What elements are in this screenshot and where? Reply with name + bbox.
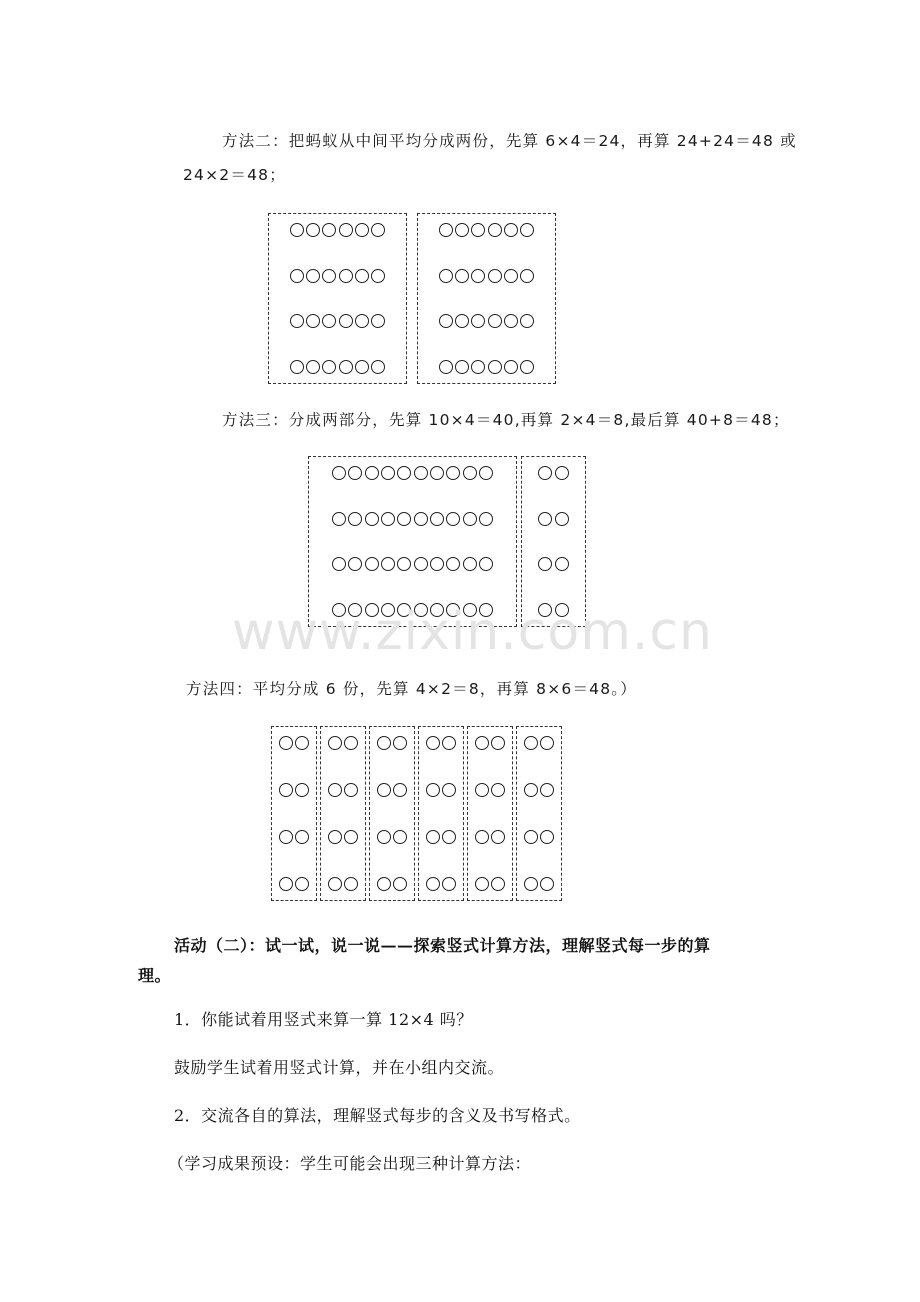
circle-icon xyxy=(524,830,538,844)
circle-icon xyxy=(377,783,391,797)
circle-icon xyxy=(279,783,293,797)
circle-icon xyxy=(397,512,411,526)
circle-icon xyxy=(344,877,358,891)
circle-row xyxy=(370,828,414,846)
circle-icon xyxy=(488,269,502,283)
group-box xyxy=(418,726,464,901)
circle-icon xyxy=(377,736,391,750)
watermark: www.zixin.com.cn xyxy=(232,602,713,662)
circle-icon xyxy=(504,223,518,237)
circle-icon xyxy=(339,314,353,328)
circle-icon xyxy=(295,736,309,750)
circle-icon xyxy=(491,877,505,891)
circle-row xyxy=(419,828,463,846)
circle-icon xyxy=(414,466,428,480)
circle-icon xyxy=(377,877,391,891)
method3-text: 方法三：分成两部分，先算 10×4＝40,再算 2×4＝8,最后算 40+8＝48； xyxy=(222,411,790,429)
circle-icon xyxy=(381,557,395,571)
circle-row xyxy=(269,358,406,376)
circle-icon xyxy=(540,877,554,891)
circle-icon xyxy=(279,736,293,750)
circle-icon xyxy=(446,466,460,480)
circle-icon xyxy=(488,360,502,374)
circle-icon xyxy=(397,557,411,571)
circle-icon xyxy=(365,512,379,526)
circle-icon xyxy=(488,223,502,237)
circle-row xyxy=(468,828,512,846)
circle-icon xyxy=(430,466,444,480)
circle-icon xyxy=(322,269,336,283)
paragraph-2: （学习成果预设：学生可能会出现三种计算方法： xyxy=(168,1154,532,1173)
circle-row xyxy=(419,734,463,752)
circle-icon xyxy=(344,736,358,750)
circle-icon xyxy=(488,314,502,328)
circle-icon xyxy=(491,830,505,844)
activity-title-line2: 理。 xyxy=(138,966,172,985)
circle-icon xyxy=(520,360,534,374)
circle-icon xyxy=(344,783,358,797)
circle-icon xyxy=(455,360,469,374)
circle-icon xyxy=(344,830,358,844)
circle-row xyxy=(269,312,406,330)
circle-icon xyxy=(306,314,320,328)
circle-icon xyxy=(555,557,569,571)
method2-line2: 24×2＝48； xyxy=(183,166,286,184)
circle-icon xyxy=(393,877,407,891)
circle-icon xyxy=(475,783,489,797)
circle-icon xyxy=(555,512,569,526)
circle-icon xyxy=(439,314,453,328)
circle-icon xyxy=(455,314,469,328)
circle-row xyxy=(370,781,414,799)
circle-row xyxy=(418,312,555,330)
circle-icon xyxy=(348,466,362,480)
circle-icon xyxy=(328,736,342,750)
circle-icon xyxy=(471,314,485,328)
circle-icon xyxy=(414,512,428,526)
group-box xyxy=(320,726,366,901)
circle-icon xyxy=(290,314,304,328)
circle-icon xyxy=(491,783,505,797)
circle-row xyxy=(309,510,516,528)
circle-row xyxy=(418,358,555,376)
circle-icon xyxy=(328,877,342,891)
circle-icon xyxy=(397,466,411,480)
circle-icon xyxy=(540,830,554,844)
circle-icon xyxy=(538,557,552,571)
circle-icon xyxy=(475,736,489,750)
circle-icon xyxy=(348,512,362,526)
circle-icon xyxy=(455,269,469,283)
circle-icon xyxy=(290,360,304,374)
circle-icon xyxy=(426,783,440,797)
circle-icon xyxy=(446,557,460,571)
circle-icon xyxy=(540,736,554,750)
circle-icon xyxy=(442,783,456,797)
circle-icon xyxy=(306,269,320,283)
circle-icon xyxy=(322,314,336,328)
circle-icon xyxy=(322,360,336,374)
circle-icon xyxy=(471,360,485,374)
paragraph-1: 鼓励学生试着用竖式计算，并在小组内交流。 xyxy=(174,1058,505,1077)
circle-icon xyxy=(279,877,293,891)
circle-icon xyxy=(455,223,469,237)
circle-icon xyxy=(479,512,493,526)
circle-row xyxy=(419,781,463,799)
activity-title-line1: 活动（二）：试一试，说一说——探索竖式计算方法，理解竖式每一步的算 xyxy=(174,936,711,955)
circle-icon xyxy=(371,223,385,237)
group-box xyxy=(516,726,562,901)
circle-row xyxy=(468,734,512,752)
circle-icon xyxy=(328,830,342,844)
circle-icon xyxy=(475,830,489,844)
circle-row xyxy=(272,828,316,846)
circle-icon xyxy=(371,314,385,328)
circle-icon xyxy=(355,269,369,283)
circle-icon xyxy=(290,269,304,283)
circle-icon xyxy=(471,269,485,283)
group-box xyxy=(271,726,317,901)
circle-icon xyxy=(355,314,369,328)
circle-row xyxy=(419,875,463,893)
circle-icon xyxy=(393,736,407,750)
circle-icon xyxy=(365,466,379,480)
circle-icon xyxy=(426,830,440,844)
circle-icon xyxy=(371,360,385,374)
circle-icon xyxy=(355,223,369,237)
question-2: 2．交流各自的算法，理解竖式每步的含义及书写格式。 xyxy=(174,1106,581,1125)
circle-row xyxy=(517,828,561,846)
group-box xyxy=(268,213,407,384)
circle-icon xyxy=(295,877,309,891)
circle-icon xyxy=(371,269,385,283)
circle-icon xyxy=(381,512,395,526)
circle-row xyxy=(468,875,512,893)
circle-icon xyxy=(439,360,453,374)
group-box xyxy=(467,726,513,901)
circle-icon xyxy=(446,512,460,526)
circle-row xyxy=(517,875,561,893)
circle-row xyxy=(468,781,512,799)
circle-icon xyxy=(365,557,379,571)
circle-row xyxy=(309,464,516,482)
circle-icon xyxy=(439,223,453,237)
circle-row xyxy=(522,510,585,528)
circle-row xyxy=(517,781,561,799)
circle-icon xyxy=(426,877,440,891)
circle-row xyxy=(370,734,414,752)
circle-icon xyxy=(538,466,552,480)
circle-icon xyxy=(463,466,477,480)
circle-icon xyxy=(471,223,485,237)
circle-icon xyxy=(520,314,534,328)
circle-icon xyxy=(426,736,440,750)
circle-row xyxy=(321,875,365,893)
circle-row xyxy=(272,781,316,799)
circle-row xyxy=(418,267,555,285)
question-1: 1．你能试着用竖式来算一算 12×4 吗？ xyxy=(174,1010,473,1029)
circle-icon xyxy=(430,512,444,526)
circle-icon xyxy=(520,223,534,237)
circle-icon xyxy=(463,512,477,526)
circle-icon xyxy=(295,783,309,797)
circle-icon xyxy=(393,830,407,844)
circle-icon xyxy=(332,466,346,480)
circle-icon xyxy=(381,466,395,480)
group-box xyxy=(417,213,556,384)
circle-icon xyxy=(442,736,456,750)
circle-icon xyxy=(524,736,538,750)
circle-row xyxy=(517,734,561,752)
circle-icon xyxy=(439,269,453,283)
circle-icon xyxy=(475,877,489,891)
circle-icon xyxy=(540,783,554,797)
group-box xyxy=(369,726,415,901)
circle-icon xyxy=(355,360,369,374)
circle-icon xyxy=(306,360,320,374)
circle-icon xyxy=(430,557,444,571)
circle-row xyxy=(309,555,516,573)
circle-icon xyxy=(504,269,518,283)
method4-text: 方法四：平均分成 6 份，先算 4×2＝8，再算 8×6＝48。） xyxy=(186,680,637,698)
circle-icon xyxy=(463,557,477,571)
circle-icon xyxy=(491,736,505,750)
circle-icon xyxy=(348,557,362,571)
circle-row xyxy=(269,221,406,239)
circle-icon xyxy=(524,783,538,797)
circle-row xyxy=(418,221,555,239)
circle-icon xyxy=(442,830,456,844)
circle-icon xyxy=(538,512,552,526)
circle-icon xyxy=(332,512,346,526)
circle-icon xyxy=(504,360,518,374)
circle-icon xyxy=(504,314,518,328)
circle-icon xyxy=(295,830,309,844)
circle-row xyxy=(272,875,316,893)
circle-icon xyxy=(414,557,428,571)
circle-icon xyxy=(339,360,353,374)
circle-icon xyxy=(339,269,353,283)
circle-icon xyxy=(479,557,493,571)
circle-icon xyxy=(555,466,569,480)
circle-row xyxy=(321,734,365,752)
circle-icon xyxy=(322,223,336,237)
circle-row xyxy=(522,464,585,482)
circle-row xyxy=(370,875,414,893)
circle-icon xyxy=(279,830,293,844)
circle-icon xyxy=(524,877,538,891)
circle-icon xyxy=(520,269,534,283)
circle-icon xyxy=(290,223,304,237)
circle-row xyxy=(522,555,585,573)
circle-row xyxy=(269,267,406,285)
circle-row xyxy=(321,828,365,846)
circle-icon xyxy=(339,223,353,237)
circle-icon xyxy=(306,223,320,237)
circle-row xyxy=(321,781,365,799)
circle-icon xyxy=(479,466,493,480)
circle-icon xyxy=(393,783,407,797)
circle-icon xyxy=(377,830,391,844)
method2-line1: 方法二：把蚂蚁从中间平均分成两份，先算 6×4＝24，再算 24+24＝48 或 xyxy=(222,132,797,150)
circle-icon xyxy=(332,557,346,571)
circle-icon xyxy=(442,877,456,891)
circle-icon xyxy=(328,783,342,797)
circle-row xyxy=(272,734,316,752)
